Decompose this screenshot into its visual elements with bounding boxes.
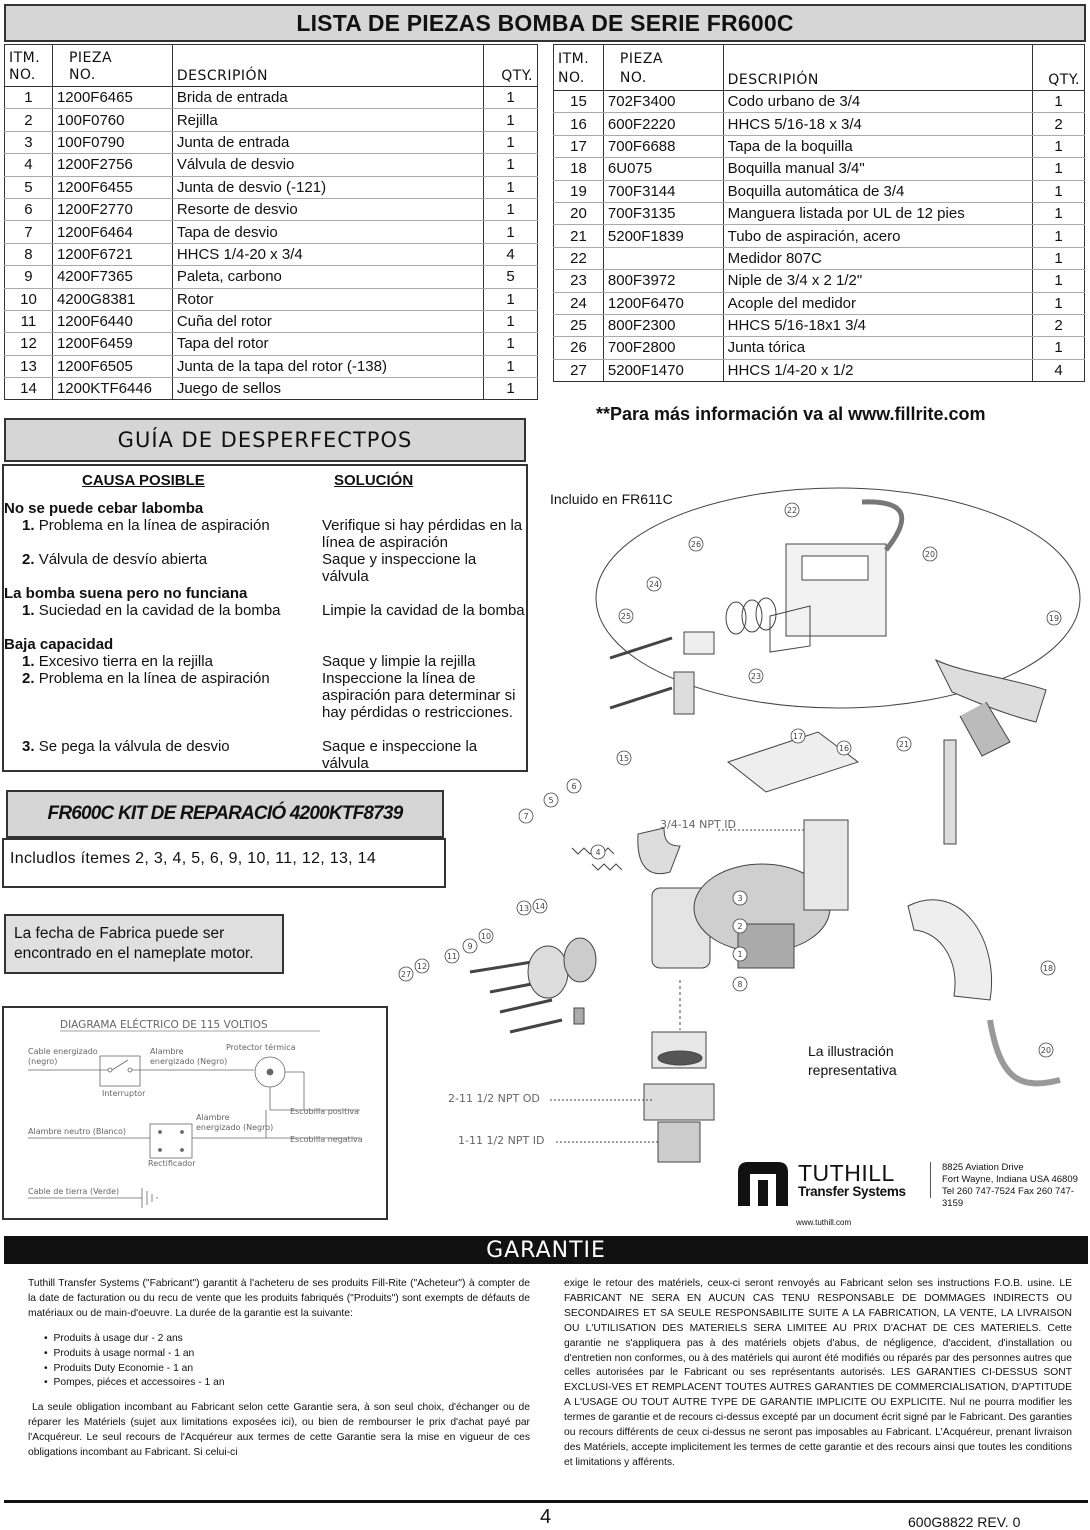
tuthill-sub: Transfer Systems: [798, 1184, 906, 1199]
cell-pieza: 702F3400: [603, 91, 723, 113]
cell-itm: 20: [554, 202, 604, 224]
cell-itm: 6: [5, 198, 53, 220]
cell-desc: Tapa del rotor: [172, 333, 483, 355]
cell-pieza: 1200F6459: [52, 333, 172, 355]
cell-qty: 2: [1033, 314, 1085, 336]
exploded-diagram: [400, 440, 1088, 1230]
doc-number: 600G8822 REV. 0: [908, 1514, 1021, 1530]
cell-pieza: 5200F1839: [603, 225, 723, 247]
cell-pieza: 100F0790: [52, 131, 172, 153]
callout-2: [733, 919, 747, 933]
callout-23: [749, 669, 763, 683]
cell-qty: 1: [484, 87, 538, 109]
guide-group-title: No se puede cebar labomba: [4, 500, 204, 517]
cell-pieza: 1200F6721: [52, 243, 172, 265]
electrical-diagram: [2, 1006, 388, 1220]
cell-pieza: 1200F2756: [52, 154, 172, 176]
cell-qty: 1: [1033, 158, 1085, 180]
cell-pieza: 700F3135: [603, 202, 723, 224]
cell-qty: 1: [484, 154, 538, 176]
npt-34-label: 3/4-14 NPT ID: [660, 818, 736, 831]
elec-label: (negro): [28, 1057, 58, 1066]
cell-pieza: 700F2800: [603, 337, 723, 359]
svg-text:22: 22: [786, 506, 798, 515]
kit-title: FR600C KIT DE REPARACIÓ 4200KTF8739: [6, 790, 444, 838]
svg-text:18: 18: [1042, 964, 1054, 973]
tuthill-logo: [736, 1160, 790, 1206]
svg-text:14: 14: [534, 902, 546, 911]
table-row: [554, 158, 1085, 180]
guide-col-cause: CAUSA POSIBLE: [82, 472, 205, 489]
elec-label: Cable energizado: [28, 1047, 98, 1056]
svg-text:9: 9: [467, 942, 473, 951]
cell-itm: 5: [5, 176, 53, 198]
cell-itm: 23: [554, 270, 604, 292]
svg-text:26: 26: [690, 540, 702, 549]
svg-text:21: 21: [898, 740, 910, 749]
cell-qty: 1: [1033, 180, 1085, 202]
more-info-note: **Para más información va al www.fillrite.com: [596, 404, 986, 424]
cell-desc: Junta de la tapa del rotor (-138): [172, 355, 483, 377]
table-row: [554, 270, 1085, 292]
cell-pieza: [603, 247, 723, 269]
table-row: [5, 378, 538, 400]
callout-16: [837, 741, 851, 755]
cell-desc: Válvula de desvio: [172, 154, 483, 176]
callout-8: [733, 977, 747, 991]
cell-pieza: 800F2300: [603, 314, 723, 336]
npt-id-label: 1-11 1/2 NPT ID: [458, 1134, 545, 1147]
callout-4: [591, 845, 605, 859]
svg-text:27: 27: [400, 970, 412, 979]
callout-7: [519, 809, 533, 823]
cell-desc: Boquilla automática de 3/4: [723, 180, 1032, 202]
svg-text:20: 20: [1040, 1046, 1052, 1055]
tuthill-address: 8825 Aviation Drive Fort Wayne, Indiana USA 46809 Tel 260 747-7524 Fax 260 747-3159: [942, 1162, 1078, 1209]
svg-text:19: 19: [1048, 614, 1060, 623]
elec-label: Interruptor: [102, 1089, 146, 1098]
cell-itm: 7: [5, 221, 53, 243]
list-item: • Produits à usage normal - 1 an: [44, 1347, 530, 1362]
cell-desc: Junta de desvio (-121): [172, 176, 483, 198]
illustration-label: La illustración representativa: [808, 1043, 897, 1078]
col-pieza: PIEZA NO.: [52, 45, 172, 87]
callout-15: [617, 751, 631, 765]
callout-10: [479, 929, 493, 943]
cell-qty: 1: [484, 355, 538, 377]
table-row: [554, 337, 1085, 359]
cell-pieza: 1200F6440: [52, 310, 172, 332]
callout-5: [544, 793, 558, 807]
svg-text:10: 10: [480, 932, 492, 941]
table-row: [554, 359, 1085, 381]
cell-desc: Junta de entrada: [172, 131, 483, 153]
svg-text:25: 25: [620, 612, 632, 621]
svg-text:16: 16: [838, 744, 850, 753]
guide-col-solution: SOLUCIÓN: [334, 472, 414, 489]
cell-qty: 5: [484, 266, 538, 288]
table-row: [5, 310, 538, 332]
electrical-title: DIAGRAMA ELÉCTRICO DE 115 VOLTIOS: [60, 1019, 268, 1031]
cell-qty: 1: [484, 310, 538, 332]
cell-desc: Medidor 807C: [723, 247, 1032, 269]
cell-itm: 10: [5, 288, 53, 310]
cell-desc: Cuña del rotor: [172, 310, 483, 332]
cell-itm: 13: [5, 355, 53, 377]
callout-22: [785, 503, 799, 517]
cell-qty: 4: [484, 243, 538, 265]
cell-itm: 14: [5, 378, 53, 400]
cell-pieza: 6U075: [603, 158, 723, 180]
table-row: [5, 154, 538, 176]
cell-qty: 1: [1033, 292, 1085, 314]
cell-qty: 1: [484, 288, 538, 310]
table-row: [554, 225, 1085, 247]
cell-qty: 1: [484, 176, 538, 198]
elec-label: Escobilla positiva: [290, 1107, 360, 1116]
cell-pieza: 1200F6455: [52, 176, 172, 198]
npt-od-label: 2-11 1/2 NPT OD: [448, 1092, 540, 1105]
svg-text:5: 5: [548, 796, 554, 805]
callout-6: [567, 779, 581, 793]
list-item: • Produits à usage dur - 2 ans: [44, 1332, 530, 1347]
callout-20: [1039, 1043, 1053, 1057]
cell-desc: HHCS 5/16-18x1 3/4: [723, 314, 1032, 336]
guide-group-title: La bomba suena pero no funciana: [4, 585, 248, 602]
cell-qty: 1: [1033, 91, 1085, 113]
callout-19: [1047, 611, 1061, 625]
elec-label: Alambre: [150, 1047, 184, 1056]
elec-label: Alambre: [196, 1113, 230, 1122]
table-row: [5, 87, 538, 109]
col-pieza: PIEZA NO.: [603, 45, 723, 91]
cell-pieza: 5200F1470: [603, 359, 723, 381]
svg-text:2: 2: [737, 922, 743, 931]
callout-14: [533, 899, 547, 913]
cell-desc: HHCS 1/4-20 x 3/4: [172, 243, 483, 265]
footer-rule: [4, 1500, 1088, 1503]
callout-20: [923, 547, 937, 561]
table-row: [554, 314, 1085, 336]
callout-24: [647, 577, 661, 591]
callout-25: [619, 609, 633, 623]
callout-12: [415, 959, 429, 973]
svg-text:15: 15: [618, 754, 630, 763]
cell-desc: Juego de sellos: [172, 378, 483, 400]
table-row: [5, 176, 538, 198]
table-row: [5, 288, 538, 310]
table-row: [5, 131, 538, 153]
warranty-list: [44, 1332, 530, 1392]
title-bar: [4, 4, 1086, 42]
cell-qty: 1: [484, 333, 538, 355]
table-row: [554, 91, 1085, 113]
callout-17: [791, 729, 805, 743]
svg-text:1: 1: [737, 950, 743, 959]
svg-text:17: 17: [792, 732, 804, 741]
cell-desc: HHCS 1/4-20 x 1/2: [723, 359, 1032, 381]
cell-desc: Tubo de aspiración, acero: [723, 225, 1032, 247]
cell-itm: 9: [5, 266, 53, 288]
page-number: 4: [540, 1506, 552, 1528]
callout-18: [1041, 961, 1055, 975]
table-row: [5, 109, 538, 131]
cell-qty: 1: [1033, 247, 1085, 269]
callout-13: [517, 901, 531, 915]
callout-26: [689, 537, 703, 551]
col-desc: DESCRIPIÓN: [723, 45, 1032, 91]
table-row: [5, 355, 538, 377]
cell-itm: 11: [5, 310, 53, 332]
svg-text:24: 24: [648, 580, 660, 589]
col-itm: ITM. NO.: [554, 45, 604, 91]
callout-11: [445, 949, 459, 963]
elec-label: energizado (Negro): [196, 1123, 274, 1132]
page-title: LISTA DE PIEZAS BOMBA DE SERIE FR600C: [296, 9, 794, 36]
svg-text:23: 23: [750, 672, 762, 681]
cell-desc: Codo urbano de 3/4: [723, 91, 1032, 113]
cell-itm: 15: [554, 91, 604, 113]
kit-items: Includlos ítemes 2, 3, 4, 5, 6, 9, 10, 11, 12, 13, 14: [2, 838, 446, 888]
cell-itm: 16: [554, 113, 604, 135]
tuthill-name: TUTHILL: [798, 1160, 895, 1186]
cell-pieza: 1200F2770: [52, 198, 172, 220]
callout-3: [733, 891, 747, 905]
cell-qty: 1: [1033, 202, 1085, 224]
table-row: [554, 202, 1085, 224]
cell-pieza: 1200KTF6446: [52, 378, 172, 400]
guide-title: GUÍA DE DESPERFECTPOS: [4, 418, 526, 462]
cell-qty: 2: [1033, 113, 1085, 135]
cell-itm: 4: [5, 154, 53, 176]
table-row: [5, 243, 538, 265]
cell-itm: 8: [5, 243, 53, 265]
cell-desc: Tapa de la boquilla: [723, 135, 1032, 157]
col-itm: ITM. NO.: [5, 45, 53, 87]
cell-pieza: 4200G8381: [52, 288, 172, 310]
cell-itm: 26: [554, 337, 604, 359]
cell-desc: Tapa de desvio: [172, 221, 483, 243]
guide-box: CAUSA POSIBLE SOLUCIÓN No se puede cebar labomba 1. Problema en la línea de aspiración Verifique si hay pérdidas en la línea de aspiración 2. Válvula de desvío abierta Saque y inspeccione la válvula La bomba suena pero no funciana 1. Suciedad en la cavidad de la bomba Limpie la cavidad de la bomba Baja capacidad 1. Excesivo tierra en la rejilla Saque y limpie la rejilla 2. Problema en la línea de aspiración Inspeccione la línea de aspiración para determinar si hay pérdidas o restricciones. 3. Se pega la válvula de desvio Saque e inspeccione la válvula: [2, 464, 528, 772]
table-row: [554, 292, 1085, 314]
tuthill-web: www.tuthill.com: [796, 1218, 852, 1227]
cell-pieza: 4200F7365: [52, 266, 172, 288]
cell-qty: 1: [484, 131, 538, 153]
cell-itm: 2: [5, 109, 53, 131]
elec-label: Rectificador: [148, 1159, 196, 1168]
cell-pieza: 600F2220: [603, 113, 723, 135]
svg-text:4: 4: [595, 848, 601, 857]
cell-pieza: 1200F6470: [603, 292, 723, 314]
callout-27: [399, 967, 413, 981]
cell-itm: 24: [554, 292, 604, 314]
cell-desc: Niple de 3/4 x 2 1/2": [723, 270, 1032, 292]
table-row: [554, 247, 1085, 269]
cell-itm: 18: [554, 158, 604, 180]
cell-itm: 1: [5, 87, 53, 109]
cell-qty: 1: [484, 221, 538, 243]
svg-text:8: 8: [737, 980, 743, 989]
table-row: [554, 180, 1085, 202]
svg-text:13: 13: [518, 904, 530, 913]
date-note: La fecha de Fabrica puede ser encontrado en el nameplate motor.: [4, 914, 284, 974]
cell-desc: Resorte de desvio: [172, 198, 483, 220]
list-item: • Pompes, piéces et accessoires - 1 an: [44, 1376, 530, 1391]
cell-pieza: 1200F6465: [52, 87, 172, 109]
cell-desc: Rejilla: [172, 109, 483, 131]
table-row: [554, 113, 1085, 135]
cell-qty: 1: [484, 378, 538, 400]
elec-label: Alambre neutro (Blanco): [28, 1127, 127, 1136]
svg-text:6: 6: [571, 782, 577, 791]
list-item: • Produits Duty Economie - 1 an: [44, 1362, 530, 1377]
cell-qty: 4: [1033, 359, 1085, 381]
table-row: [5, 266, 538, 288]
guide-group-title: Baja capacidad: [4, 636, 114, 653]
table-row: [5, 333, 538, 355]
table-row: [5, 198, 538, 220]
cell-itm: 17: [554, 135, 604, 157]
cell-itm: 27: [554, 359, 604, 381]
cell-pieza: 1200F6505: [52, 355, 172, 377]
cell-pieza: 1200F6464: [52, 221, 172, 243]
col-desc: DESCRIPIÓN: [172, 45, 483, 87]
cell-qty: 1: [1033, 337, 1085, 359]
cell-desc: Brida de entrada: [172, 87, 483, 109]
cell-desc: Paleta, carbono: [172, 266, 483, 288]
warranty-title: GARANTIE: [4, 1236, 1088, 1264]
cell-pieza: 700F3144: [603, 180, 723, 202]
elec-label: Escobilla negativa: [290, 1135, 363, 1144]
cell-desc: Acople del medidor: [723, 292, 1032, 314]
cell-desc: Rotor: [172, 288, 483, 310]
cell-desc: Junta tórica: [723, 337, 1032, 359]
table-row: [554, 135, 1085, 157]
cell-qty: 1: [484, 198, 538, 220]
warranty-left: Tuthill Transfer Systems ("Fabricant") garantit à l'acheteru de ses produits Fill-Rite ("Acheteur") à compter de la date de facturation ou du recu de vente que les produits fabriqués ("Produits") sont exempts de défauts de matériaux ou de main-d'oeuvre. La durée de la garantie est la suivante: • Produits à usage dur - 2 ans • Produits à usage normal - 1 an • Produits Duty Economie - 1 an • Pompes, piéces et accessoires - 1 an La seule obligation incombant au Fabricant selon cette Garantie sera, à son seul choix, d'échanger ou de réparer les Matériels (sujet aux limitations exposées ici), ou bien de rembourser le prix d'achat payé par l'Acquéreur. Le seul recours de l'Acquéreur aux termes de cette Garantie sera la mise en vigueur de ces obligations incombant au Fabricant. Si celui-ci: [28, 1277, 530, 1461]
col-qty: QTY.: [1033, 45, 1085, 91]
elec-label: Protector térmica: [226, 1043, 296, 1052]
parts-table-left: [4, 44, 538, 400]
cell-pieza: 700F6688: [603, 135, 723, 157]
elec-label: energizado (Negro): [150, 1057, 228, 1066]
svg-text:11: 11: [446, 952, 458, 961]
cell-itm: 25: [554, 314, 604, 336]
cell-qty: 1: [1033, 225, 1085, 247]
included-label: Incluido en FR611C: [550, 491, 673, 507]
cell-itm: 22: [554, 247, 604, 269]
cell-itm: 21: [554, 225, 604, 247]
elec-label: Cable de tierra (Verde): [28, 1187, 120, 1196]
parts-table-right: [553, 44, 1085, 382]
svg-text:7: 7: [523, 812, 529, 821]
svg-text:12: 12: [416, 962, 428, 971]
cell-qty: 1: [1033, 135, 1085, 157]
cell-desc: HHCS 5/16-18 x 3/4: [723, 113, 1032, 135]
callout-21: [897, 737, 911, 751]
cell-itm: 3: [5, 131, 53, 153]
cell-desc: Manguera listada por UL de 12 pies: [723, 202, 1032, 224]
cell-itm: 12: [5, 333, 53, 355]
svg-text:3: 3: [737, 894, 743, 903]
callout-9: [463, 939, 477, 953]
cell-pieza: 100F0760: [52, 109, 172, 131]
callout-1: [733, 947, 747, 961]
col-qty: QTY.: [484, 45, 538, 87]
svg-text:20: 20: [924, 550, 936, 559]
cell-qty: 1: [1033, 270, 1085, 292]
cell-qty: 1: [484, 109, 538, 131]
table-row: [5, 221, 538, 243]
cell-desc: Boquilla manual 3/4": [723, 158, 1032, 180]
cell-pieza: 800F3972: [603, 270, 723, 292]
warranty-right: exige le retour des matériels, ceux-ci seront renvoyés au Fabricant selon ses instructions F.O.B. usine. LE FABRICANT NE SERA EN AUCUN CAS TENU RESPONSABLE DE DOMMAGES INDIRECTS OU SECONDAIRES ET SA SEULE RESPONSABILITE SUITE A LA FABRICATION, LA VENTE, LA LIVRAISON OU L'UTILISATION DES MATERIELS SERA LIMITEE AU PRIX D'ACHAT DE CES MATERIELS. Cette garantie ne s'appliquera pas à des matériels objets d'abus, de négligence, d'accident, d'installation ou d'entretien non conformes, ou à des matériels qui auront été modifiés ou réparés par des personnes autres que celles autorisées par le Fabricant ou ses représentants autorisés. LES GARANTIES CI-DESSUS SONT EXCLUSI-VES ET REMPLACENT TOUTES AUTRES GARANTIES DE COMMERCIALISATION, D'APTITUDE A L'USAGE OU TOUT AUTRE TYPE DE GARANTIE IMPLICITE OU EXPLICITE. Nul ne pourra modifier les termes de garantie et de recours ci-dessus excepté par un document écrit signé par le Fabricant. Des garanties ou recours différents de ceux ci-dessus ne seront pas imposables au Fabricant. L'Acquéreur, prenant livraison des Matériels, accepte implicitement les termes de cette garantie et des recours ainsi que toutes les conditions et limitations y afférents.: [564, 1278, 1072, 1468]
cell-itm: 19: [554, 180, 604, 202]
